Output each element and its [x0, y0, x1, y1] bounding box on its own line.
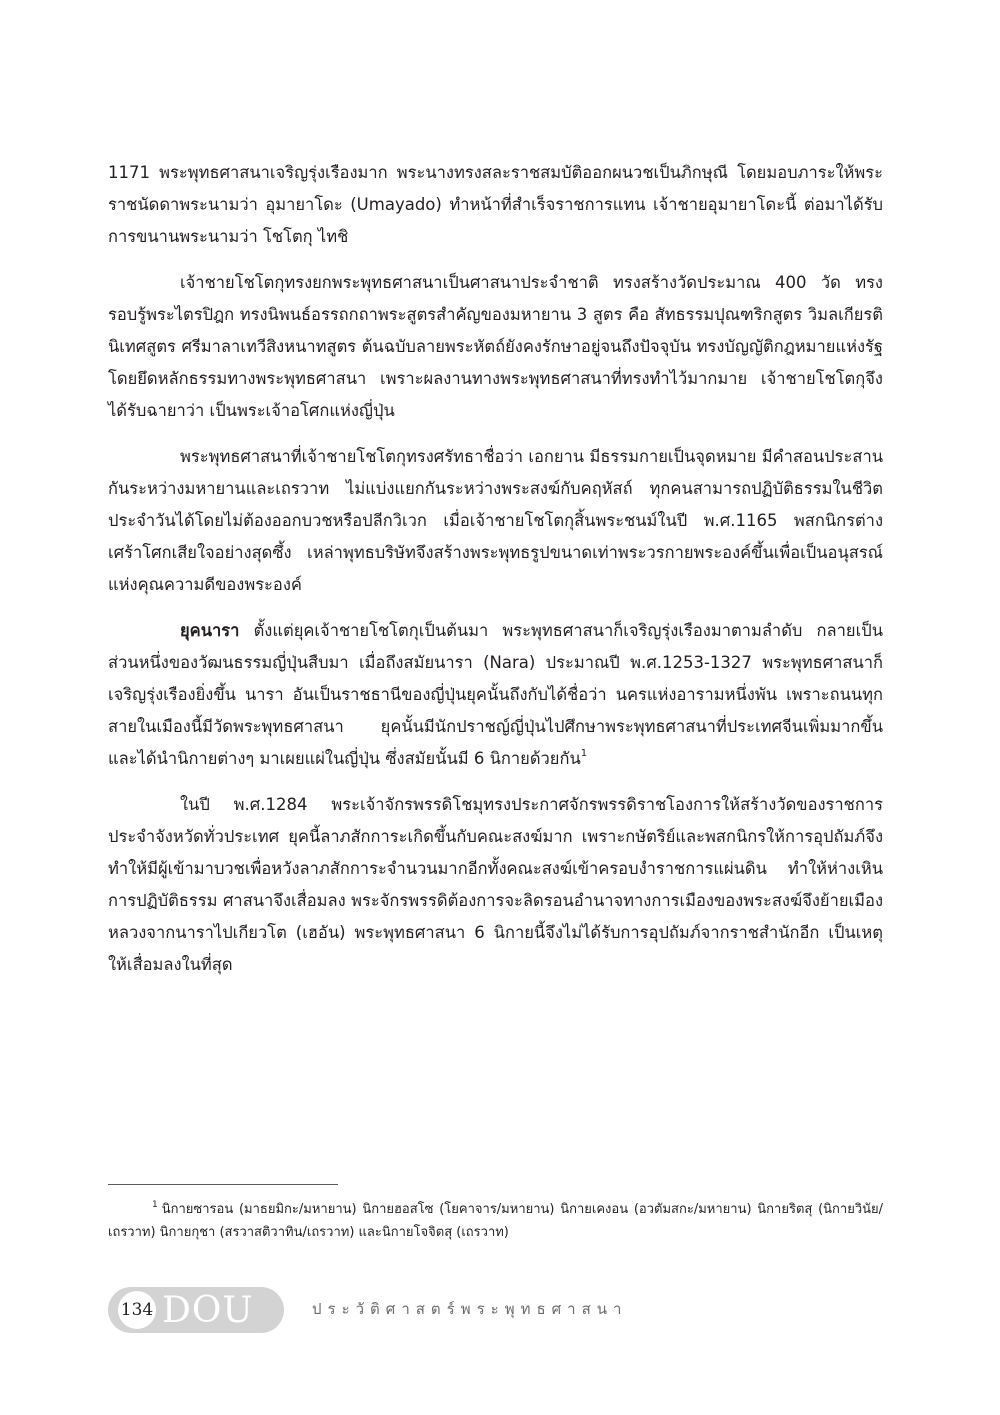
page-number: 134 [118, 1291, 156, 1329]
footnote [108, 1198, 883, 1244]
page-body [108, 157, 883, 995]
footnote-text: นิกายซารอน (มาธยมิกะ/มหายาน) นิกายฮอสโซ (โยคาจาร/มหายาน) นิกายเคงอน (อวตัมสกะ/มหายาน) นิกายริตสุ (นิกายวินัย/เถรวาท) นิกายกุชา (สรวาสติวาทิน/เถรวาท) และนิกายโจจิตสุ (เถรวาท) [108, 1202, 883, 1240]
paragraph-shomu: ในปี พ.ศ.1284 พระเจ้าจักรพรรดิโชมุทรงประกาศจักรพรรดิราชโองการให้สร้างวัดของราชการประจำจังหวัดทั่วประเทศ ยุคนี้ลาภสักการะเกิดขึ้นกับคณะสงฆ์มาก เพราะกษัตริย์และพสกนิกรให้การอุปถัมภ์จึงทำให้มีผู้เข้ามาบวชเพื่อหวังลาภสักการะจำนวนมากอีกทั้งคณะสงฆ์เข้าครอบงำราชการแผ่นดิน ทำให้ห่างเหินการปฏิบัติธรรม ศาสนาจึงเสื่อมลง พระจักรพรรดิต้องการจะลิดรอนอำนาจทางการเมืองของพระสงฆ์จึงย้ายเมืองหลวงจากนาราไปเกียวโต (เฮอัน) พระพุทธศาสนา 6 นิกายนี้จึงไม่ได้รับการอุปถัมภ์จากราชสำนักอีก เป็นเหตุให้เสื่อมลงในที่สุด [108, 795, 883, 974]
paragraph-shotoku: เจ้าชายโชโตกุทรงยกพระพุทธศาสนาเป็นศาสนาประจำชาติ ทรงสร้างวัดประมาณ 400 วัด ทรงรอบรู้พระไตรปิฎก ทรงนิพนธ์อรรถกถาพระสูตรสำคัญของมหายาน 3 สูตร คือ สัทธรรมปุณฑริกสูตร วิมลเกียรตินิเทศสูตร ศรีมาลาเทวีสิงหนาทสูตร ต้นฉบับลายพระหัตถ์ยังคงรักษาอยู่จนถึงปัจจุบัน ทรงบัญญัติกฎหมายแห่งรัฐโดยยึดหลักธรรมทางพระพุทธศาสนา เพราะผลงานทางพระพุทธศาสนาที่ทรงทำไว้มากมาย เจ้าชายโชโตกุจึงได้รับฉายาว่า เป็นพระเจ้าอโศกแห่งญี่ปุ่น [108, 273, 883, 420]
nara-period-text: ตั้งแต่ยุคเจ้าชายโชโตกุเป็นต้นมา พระพุทธศาสนาก็เจริญรุ่งเรืองมาตามลำดับ กลายเป็นส่วนหนึ่งของวัฒนธรรมญี่ปุ่นสืบมา เมื่อถึงสมัยนารา (Nara) ประมาณปี พ.ศ.1253-1327 พระพุทธศาสนาก็เจริญรุ่งเรืองยิ่งขึ้น นารา อันเป็นราชธานีของญี่ปุ่นยุคนั้นถึงกับได้ชื่อว่า นครแห่งอารามหนึ่งพัน เพราะถนนทุกสายในเมืองนี้มีวัดพระพุทธศาสนา ยุคนั้นมีนักปราชญ์ญี่ปุ่นไปศึกษาพระพุทธศาสนาที่ประเทศจีนเพิ่มมากขึ้น และได้นำนิกายต่างๆ มาเผยแผ่ในญี่ปุ่น ซึ่งสมัยนั้นมี 6 นิกายด้วยกัน [108, 621, 883, 768]
footnote-reference[interactable]: 1 [580, 748, 588, 759]
paragraph-continuation: 1171 พระพุทธศาสนาเจริญรุ่งเรืองมาก พระนางทรงสละราชสมบัติออกผนวชเป็นภิกษุณี โดยมอบภาระให้พระราชนัดดาพระนามว่า อุมายาโดะ (Umayado) ทำหน้าที่สำเร็จราชการแทน เจ้าชายอุมายาโดะนี้ ต่อมาได้รับการขนานพระนามว่า โชโตกุ ไทชิ [108, 163, 883, 246]
footnote-divider [108, 1184, 338, 1185]
paragraph-ekayana: พระพุทธศาสนาที่เจ้าชายโชโตกุทรงศรัทธาชื่อว่า เอกยาน มีธรรมกายเป็นจุดหมาย มีคำสอนประสานกันระหว่างมหายานและเถรวาท ไม่แบ่งแยกกันระหว่างพระสงฆ์กับคฤหัสถ์ ทุกคนสามารถปฏิบัติธรรมในชีวิตประจำวันได้โดยไม่ต้องออกบวชหรือปลีกวิเวก เมื่อเจ้าชายโชโตกุสิ้นพระชนม์ในปี พ.ศ.1165 พสกนิกรต่างเศร้าโศกเสียใจอย่างสุดซึ้ง เหล่าพุทธบริษัทจึงสร้างพระพุทธรูปขนาดเท่าพระวรกายพระองค์ขึ้นเพื่อเป็นอนุสรณ์แห่งคุณความดีของพระองค์ [108, 447, 883, 594]
paragraph-nara-period [108, 615, 883, 775]
running-title: ประวัติศาสตร์พระพุทธศาสนา [312, 1300, 628, 1318]
publisher-label: DOU [162, 1290, 254, 1331]
nara-period-term: ยุคนารา [180, 621, 240, 640]
footnote-number: 1 [152, 1200, 158, 1210]
page-badge [108, 1287, 284, 1333]
